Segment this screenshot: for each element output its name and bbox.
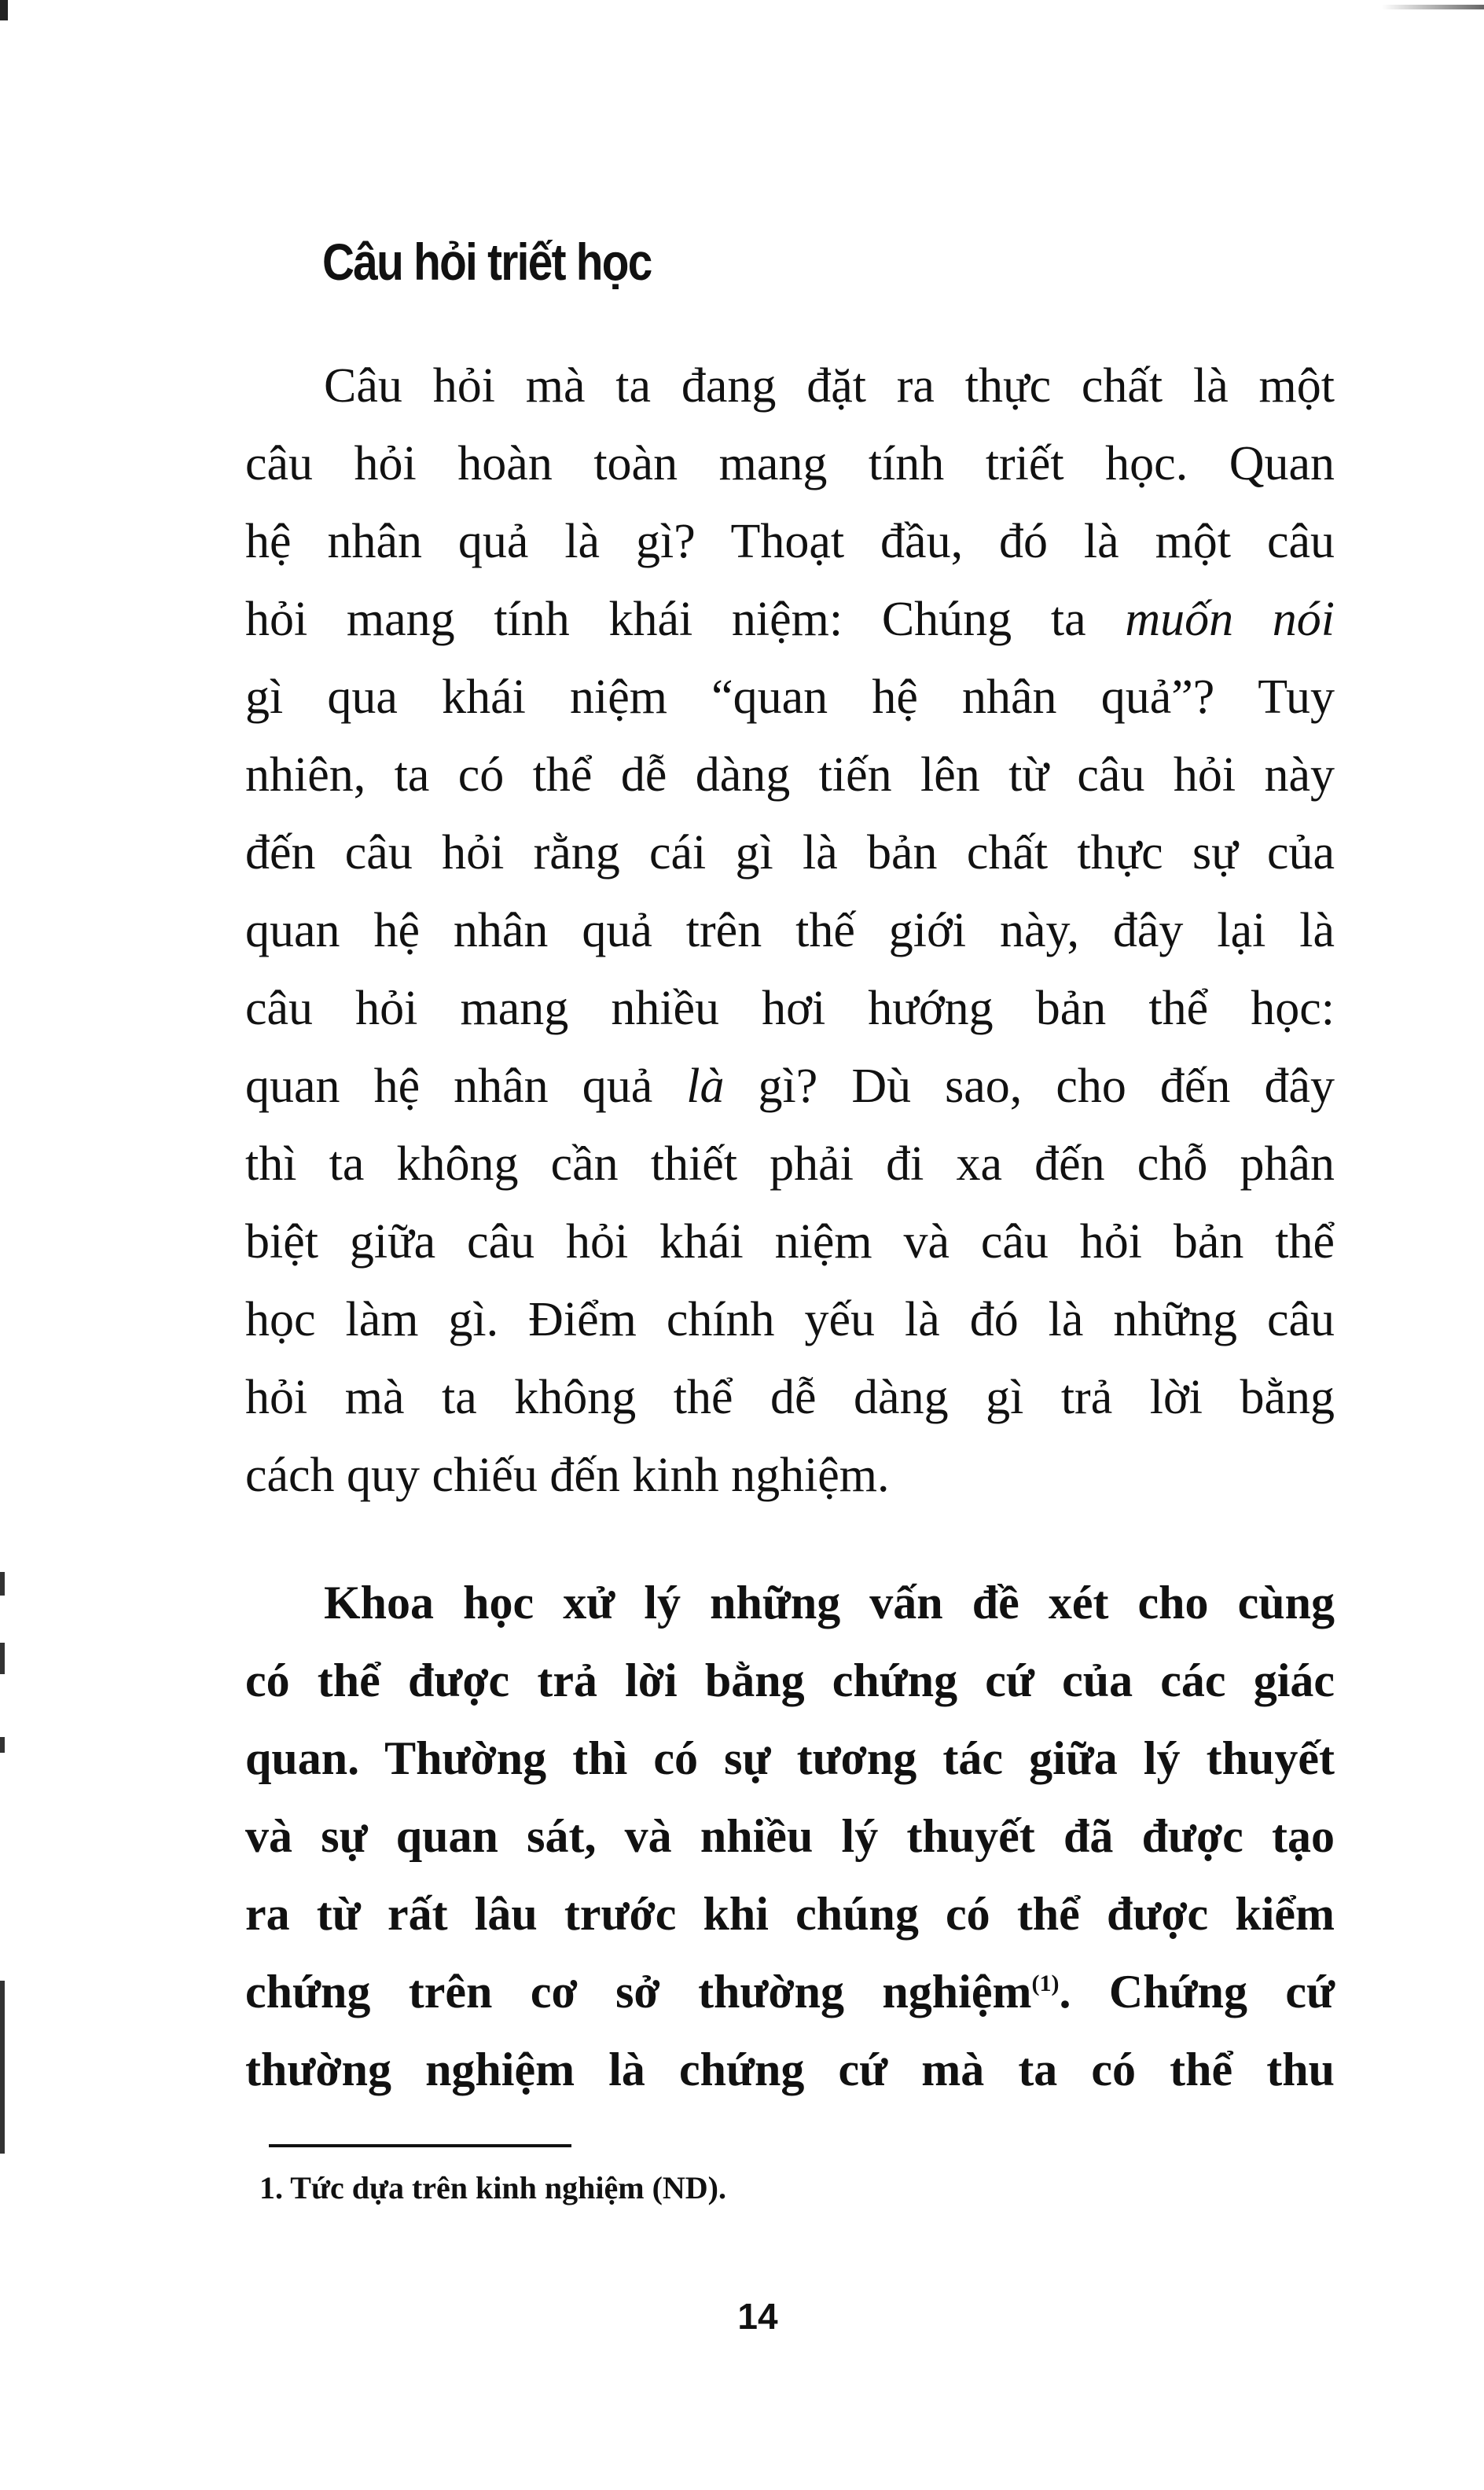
text-line [245, 425, 1335, 503]
text-segment: hỏi mang tính khái niệm: Chúng ta [245, 593, 1126, 646]
text-line [245, 2031, 1335, 2109]
text-segment: Khoa học xử lý những vấn đề xét cho cùng [324, 1577, 1335, 1629]
text-line [245, 581, 1335, 659]
paragraph-2 [245, 1564, 1335, 2109]
text-segment: gì qua khái niệm “quan hệ nhân quả”? Tuy [245, 670, 1335, 724]
text-line [245, 970, 1335, 1048]
text-segment: chứng trên cơ sở thường nghiệm [245, 1966, 1032, 2018]
text-segment: học làm gì. Điểm chính yếu là đó là những câu [245, 1293, 1335, 1346]
footnote-reference: (1) [1031, 1970, 1060, 1996]
italic-text: là [686, 1060, 725, 1113]
text-segment: quan. Thường thì có sự tương tác giữa lý thuyết [245, 1732, 1335, 1784]
text-line [245, 659, 1335, 736]
text-segment: và sự quan sát, và nhiều lý thuyết đã được tạo [245, 1810, 1335, 1862]
text-segment: hỏi mà ta không thể dễ dàng gì trả lời bằng [245, 1371, 1335, 1424]
scan-edge-mark [1382, 5, 1484, 9]
text-segment: câu hỏi mang nhiều hơi hướng bản thể học: [245, 982, 1335, 1035]
text-segment: . Chứng cứ [1059, 1966, 1335, 2018]
text-line [245, 814, 1335, 892]
text-segment: quan hệ nhân quả [245, 1060, 687, 1113]
scan-edge-marks [0, 1572, 6, 2154]
text-segment: có thể được trả lời bằng chứng cứ của các giác [245, 1654, 1335, 1706]
text-line [245, 347, 1335, 425]
text-segment: Câu hỏi mà ta đang đặt ra thực chất là một [324, 359, 1335, 413]
text-line [245, 1798, 1335, 1875]
text-segment: cách quy chiếu đến kinh nghiệm. [245, 1449, 890, 1502]
footnote-divider [269, 2144, 571, 2147]
text-line [245, 1642, 1335, 1720]
text-line [245, 1048, 1335, 1126]
scan-edge-mark [0, 0, 8, 20]
text-line [245, 503, 1335, 581]
italic-text: muốn nói [1125, 593, 1335, 646]
text-line [245, 1953, 1335, 2031]
text-line [245, 1720, 1335, 1798]
footnote: 1. Tức dựa trên kinh nghiệm (ND). [259, 2170, 726, 2205]
section-heading: Câu hỏi triết học [322, 233, 652, 291]
text-line [245, 892, 1335, 970]
text-segment: biệt giữa câu hỏi khái niệm và câu hỏi bản thể [245, 1215, 1335, 1269]
text-line [245, 1203, 1335, 1281]
text-segment: đến câu hỏi rằng cái gì là bản chất thực sự của [245, 826, 1335, 880]
text-line [245, 1126, 1335, 1203]
text-segment: nhiên, ta có thể dễ dàng tiến lên từ câu hỏi này [245, 748, 1335, 802]
page-number: 14 [737, 2296, 778, 2337]
text-segment: câu hỏi hoàn toàn mang tính triết học. Quan [245, 437, 1335, 490]
paragraph-1 [245, 347, 1335, 1515]
text-segment: gì? Dù sao, cho đến đây [724, 1060, 1335, 1113]
text-segment: quan hệ nhân quả trên thế giới này, đây lại là [245, 904, 1335, 957]
text-line [245, 736, 1335, 814]
text-segment: thường nghiệm là chứng cứ mà ta có thể thu [245, 2044, 1335, 2095]
text-line [245, 1875, 1335, 1953]
text-line [245, 1281, 1335, 1359]
text-line [245, 1564, 1335, 1642]
text-segment: ra từ rất lâu trước khi chúng có thể được kiểm [245, 1888, 1335, 1940]
text-line [245, 1437, 1335, 1515]
text-segment: thì ta không cần thiết phải đi xa đến chỗ phân [245, 1137, 1335, 1191]
text-line [245, 1359, 1335, 1437]
text-segment: hệ nhân quả là gì? Thoạt đầu, đó là một câu [245, 515, 1335, 568]
